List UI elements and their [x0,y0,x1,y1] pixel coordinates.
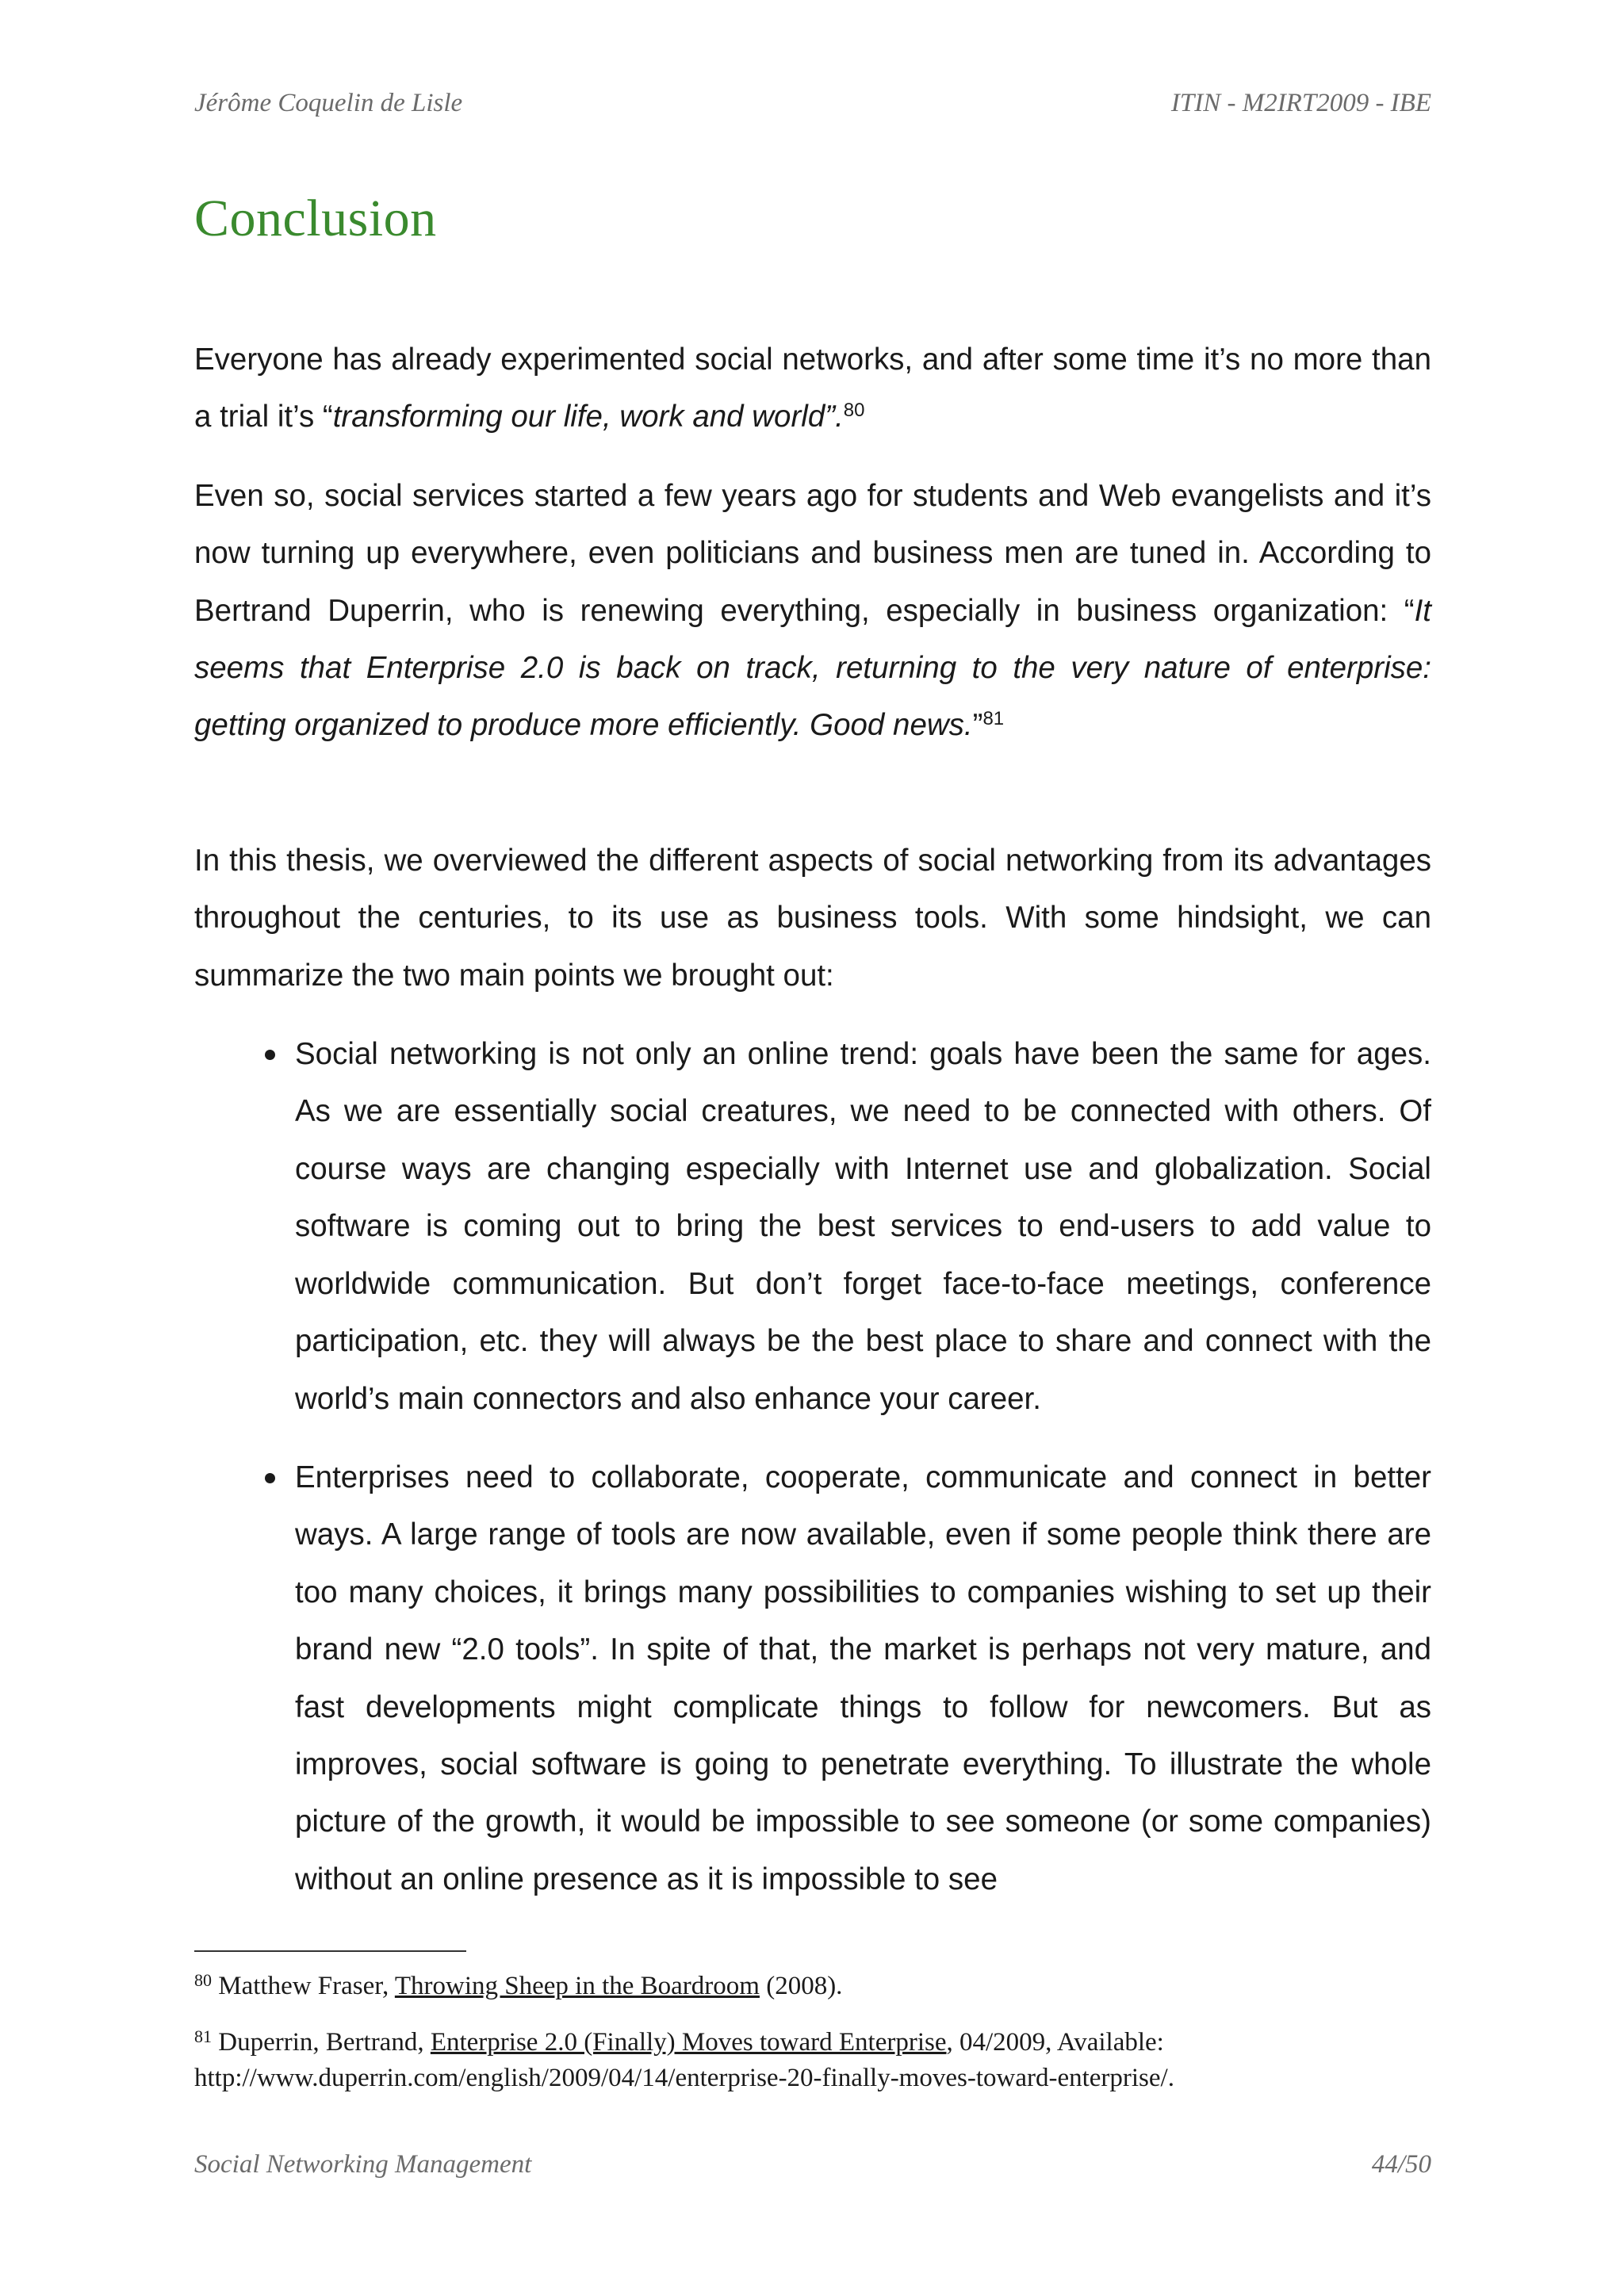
section-title: Conclusion [194,189,437,247]
paragraph-1 [194,331,1431,446]
footnote-divider [194,1950,466,1952]
footnote-number: 81 [194,2026,212,2046]
paragraph-2-quote: It seems that Enterprise 2.0 is back on track, returning to the very nature of enterprise: getting organized to produce more efficiently. Good news. [194,593,1431,743]
list-item-text: Enterprises need to collaborate, cooperate, communicate and connect in better ways. A large range of tools are now available, even if some people think there are too many choices, it brings many possibilities to companies wishing to set up their brand new “2.0 tools”. In spite of that, the market is perhaps not very mature, and fast developments might complicate things to follow for newcomers. But as improves, social software is going to penetrate everything. To illustrate the whole picture of the growth, it would be impossible to see someone (or some companies) without an online presence as it is impossible to see [295,1460,1431,1896]
bullet-icon [265,1050,275,1060]
footnote-text-end: , 04/2009, Available: http://www.duperrin.com/english/2009/04/14/enterprise-20-finally-moves-toward-enterprise/. [194,2028,1174,2092]
paragraph-2 [194,468,1431,755]
paragraph-1-quote: transforming our life, work and world”. [332,400,844,434]
footnote-text: Duperrin, Bertrand, [218,2028,431,2057]
body-text [194,331,1431,1908]
footnote-ref-81[interactable]: 81 [982,708,1005,730]
list-item [295,1026,1431,1428]
footnote-text: Matthew Fraser, [218,1972,395,2000]
document-page [194,0,1431,2296]
footnotes [194,1969,1431,2095]
footer-document-title: Social Networking Management [194,2150,532,2179]
paragraph-1-text: Everyone has already experimented social networks, and after some time it’s no more than a trial it’s “ [194,342,1431,434]
running-header [194,89,1431,118]
paragraph-2-close-quote: ” [972,708,983,743]
footnote-number: 80 [194,1970,212,1990]
footnote-source-link[interactable]: Enterprise 2.0 (Finally) Moves toward Enterprise [430,2028,947,2057]
footnote-source-link[interactable]: Throwing Sheep in the Boardroom [394,1972,760,2000]
header-course: ITIN - M2IRT2009 - IBE [1170,89,1431,117]
header-author: Jérôme Coquelin de Lisle [194,89,463,117]
paragraph-3: In this thesis, we overviewed the different aspects of social networking from its advantages throughout the centuries, to its use as business tools. With some hindsight, we can summarize the two main points we brought out: [194,843,1431,993]
footnote-80 [194,1969,1431,2005]
footnote-text-end: (2008). [759,1972,843,2000]
footnote-ref-80[interactable]: 80 [843,400,865,422]
paragraph-2-text: Even so, social services started a few years ago for students and Web evangelists and it’s now turning up everywhere, even politicians and business men are tuned in. According to Bertrand Duperrin, who is renewing everything, especially in business organization: “ [194,478,1431,628]
page-number: 44/50 [1371,2150,1431,2179]
bullet-icon [265,1473,275,1483]
bullet-list [194,1026,1431,1908]
list-item-text: Social networking is not only an online trend: goals have been the same for ages. As we are essentially social creatures, we need to be connected with others. Of course ways are changing especially with Internet use and globalization. Social software is coming out to bring the best services to end-users to add value to worldwide communication. But don’t forget face-to-face meetings, conference participation, etc. they will always be the best place to share and connect with the world’s main connectors and also enhance your career. [295,1037,1431,1416]
running-footer [194,2150,1431,2179]
list-item [295,1449,1431,1908]
footnote-81 [194,2026,1431,2095]
